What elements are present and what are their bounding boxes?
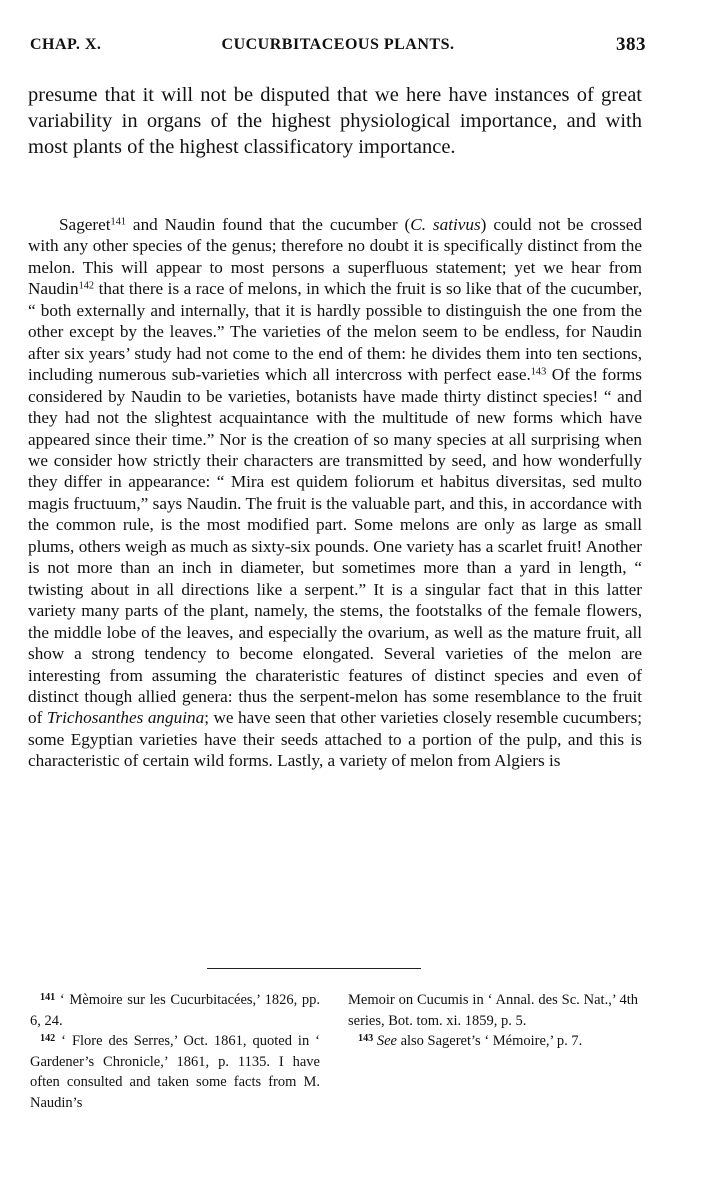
running-header [30, 34, 646, 60]
footnote-143 [348, 1031, 638, 1052]
running-title: CUCURBITACEOUS PLANTS. [221, 36, 455, 53]
text-run: and Naudin found that the cucumber ( [126, 215, 411, 234]
footnote-142 [30, 1031, 320, 1113]
chapter-label: CHAP. X. [30, 36, 102, 53]
footnotes-left-column [30, 990, 320, 1113]
footnote-142-continued: Memoir on Cucumis in ‘ Annal. des Sc. Nat.,’ 4th series, Bot. tom. xi. 1859, p. 5. [348, 992, 638, 1029]
footnote-141 [30, 990, 320, 1031]
footnote-ref-143[interactable]: 143 [530, 366, 547, 378]
text-run: Of the forms considered by Naudin to be varieties, botanists have made thirty distinct species! “ and they had not the slightest acquaintance with the multitude of new forms which have appeared since their time.” Nor is the creation of so many species at all surprising when we consider how strictly their characters are transmitted by seed, and how wonderfully they differ in appearance: “ Mira est quidem foliorum et habitus diversitas, sed multo magis fructuum,” says Naudin. The fruit is the valuable part, and this, in accordance with the common rule, is the most modified part. Some melons are only as large as small plums, others weigh as much as sixty-six pounds. One variety has a scarlet fruit! Another is not more than an inch in diameter, but sometimes more than a yard in length, “ twisting about in all directions like a serpent.” It is a singular fact that in this latter variety many parts of the plant, namely, the stems, the footstalks of the female flowers, the middle lobe of the leaves, and especially the ovarium, as well as the mature fruit, all show a strong tendency to become elongated. Several varieties of the melon are interesting from assuming the charateristic features of distinct species and even of distinct though allied genera: thus the serpent-melon has some resemblance to the fruit of [28, 365, 642, 728]
footnote-ref-142[interactable]: 142 [78, 280, 95, 292]
footnote-ref-141[interactable]: 141 [110, 216, 127, 228]
paragraph-cucumber-melon [28, 214, 642, 772]
footnote-text: ‘ Mèmoire sur les Cucurbitacées,’ 1826, pp. 6, 24. [30, 992, 320, 1029]
footnote-divider [207, 968, 421, 969]
genus-name: Trichosanthes anguina [46, 708, 205, 728]
species-name: C. sativus [410, 215, 481, 234]
footnote-number: 142 [40, 1032, 56, 1044]
footnote-number: 141 [40, 991, 56, 1003]
paragraph-1-text: presume that it will not be disputed that we here have instances of great variability in organs of the highest physiological importance, and with most plants of the highest classificatory importance. [28, 84, 642, 158]
footnotes-right-column [348, 990, 638, 1052]
footnote-number: 143 [358, 1032, 374, 1044]
text-run: ; we have seen that other varieties closely resemble cucumbers; some Egyptian varieties have their seeds attached to a portion of the pulp, and this is characteristic of certain wild forms. Lastly, a variety of melon from Algiers is [28, 708, 642, 771]
text-run: Sageret [59, 215, 111, 234]
text-run: that there is a race of melons, in which the fruit is so like that of the cucumber, “ both externally and internally, that it is hardly possible to distinguish the one from the other except by the leaves.” The varieties of the melon seem to be endless, for Naudin after six years’ study had not come to the end of them: he divides them into ten sections, including numerous sub-varieties which all intercross with perfect ease. [28, 279, 642, 385]
page-number: 383 [616, 34, 646, 55]
footnote-text: ‘ Flore des Serres,’ Oct. 1861, quoted in ‘ Gardener’s Chronicle,’ 1861, p. 1135. I have often consulted and taken some facts from M. Naudin’s [30, 1033, 320, 1111]
footnote-text: also Sageret’s ‘ Mémoire,’ p. 7. [396, 1033, 583, 1049]
paragraph-continued [28, 82, 642, 160]
text-run: ) could not be crossed with any other species of the genus; therefore no doubt it is specifically distinct from the melon. This will appear to most persons a superfluous statement; yet we hear from Naudin [28, 215, 642, 299]
paragraph-2-text [28, 214, 642, 772]
footnote-see: See [376, 1033, 397, 1049]
